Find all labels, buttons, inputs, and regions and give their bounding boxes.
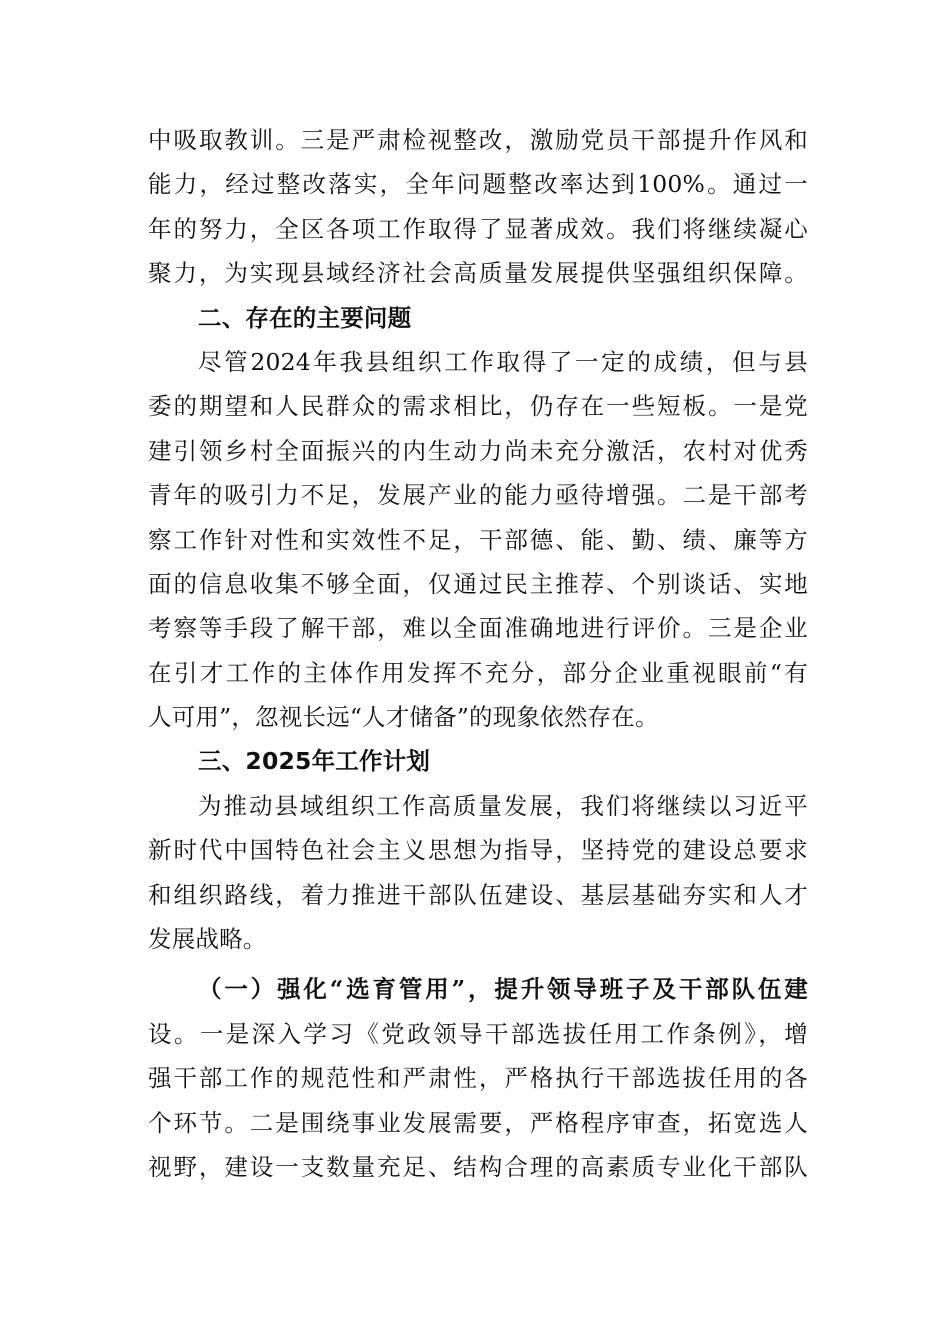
text-line: 建引领乡村全面振兴的内生动力尚未充分激活，农村对优秀 xyxy=(148,436,808,465)
text-line: 委的期望和人民群众的需求相比，仍存在一些短板。一是党 xyxy=(148,392,808,421)
section-heading-problems: 二、存在的主要问题 xyxy=(198,303,412,332)
text-line: 和组织路线，着力推进干部队伍建设、基层基础夯实和人才 xyxy=(148,880,808,909)
text-line: 新时代中国特色社会主义思想为指导，坚持党的建设总要求 xyxy=(148,836,808,865)
text-line: 在引才工作的主体作用发挥不充分，部分企业重视眼前“有 xyxy=(148,658,808,687)
text-line: 设。一是深入学习《党政领导干部选拔任用工作条例》，增 xyxy=(148,1019,808,1048)
text-line: 个环节。二是围绕事业发展需要，严格程序审查，拓宽选人 xyxy=(148,1108,808,1137)
section-heading-plan: 三、2025年工作计划 xyxy=(198,747,431,776)
text-line: 为推动县域组织工作高质量发展，我们将继续以习近平 xyxy=(198,791,808,820)
text-line: 青年的吸引力不足，发展产业的能力亟待增强。二是干部考 xyxy=(148,481,808,510)
sub-heading-cadre: （一）强化“选育管用”，提升领导班子及干部队伍建 xyxy=(198,975,808,1004)
text-line: 尽管2024年我县组织工作取得了一定的成绩，但与县 xyxy=(198,347,808,376)
text-line: 视野，建设一支数量充足、结构合理的高素质专业化干部队 xyxy=(148,1152,808,1181)
text-line: 考察等手段了解干部，难以全面准确地进行评价。三是企业 xyxy=(148,614,808,643)
text-line: 人可用”，忽视长远“人才储备”的现象依然存在。 xyxy=(148,703,659,732)
text-line: 面的信息收集不够全面，仅通过民主推荐、个别谈话、实地 xyxy=(148,569,808,598)
text-line: 中吸取教训。三是严肃检视整改，激励党员干部提升作风和 xyxy=(148,126,808,154)
text-line: 强干部工作的规范性和严肃性，严格执行干部选拔任用的各 xyxy=(148,1064,808,1093)
text-line: 察工作针对性和实效性不足，干部德、能、勤、绩、廉等方 xyxy=(148,525,808,554)
text-line: 年的努力，全区各项工作取得了显著成效。我们将继续凝心 xyxy=(148,214,808,243)
document-body xyxy=(148,118,808,1189)
text-line: 聚力，为实现县域经济社会高质量发展提供坚强组织保障。 xyxy=(148,259,808,288)
text-line: 发展战略。 xyxy=(148,925,267,954)
text-line: 能力，经过整改落实，全年问题整改率达到100%。通过一 xyxy=(148,170,808,199)
